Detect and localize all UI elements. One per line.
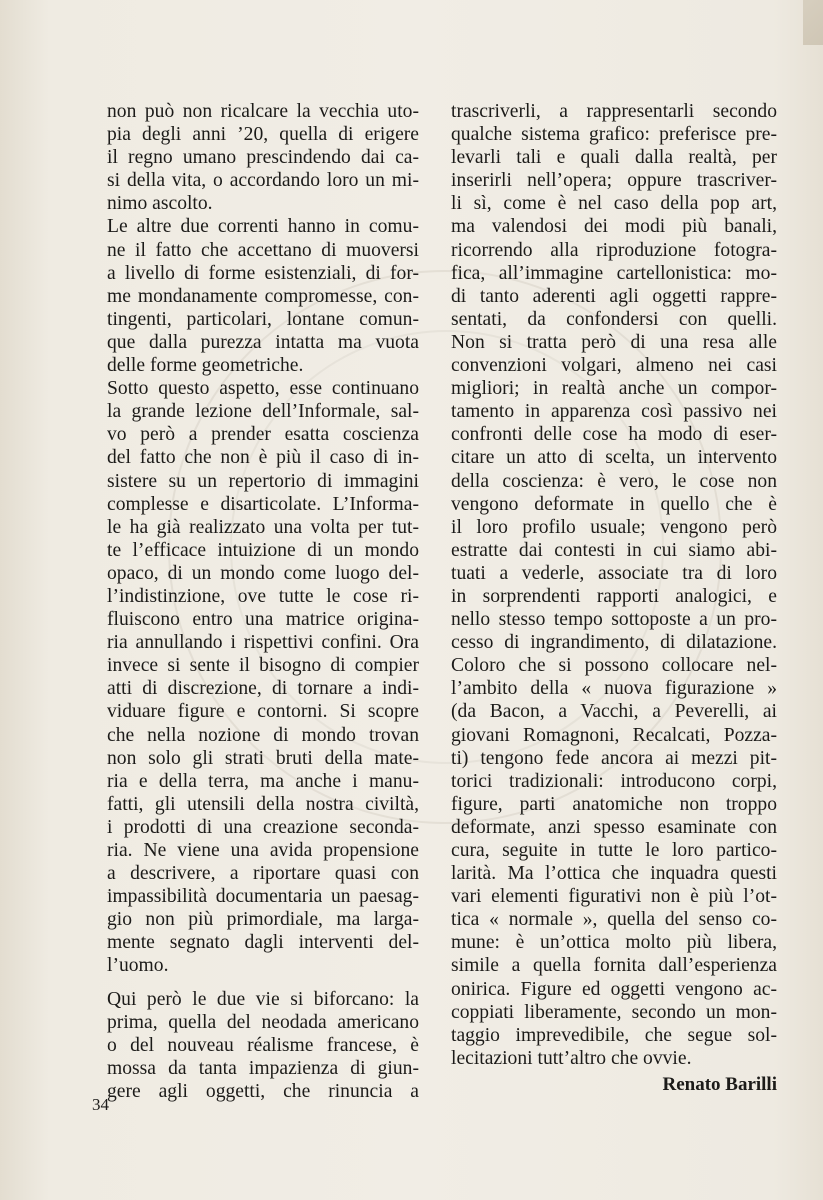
text-line: ti) tengono fede ancora ai mezzi pit- [451, 747, 777, 769]
text-line: (da Bacon, a Vacchi, a Peverelli, ai [451, 701, 777, 723]
text-line: Le altre due correnti hanno in comu- [107, 216, 419, 238]
text-line: vari elementi figurativi non è più l’ot- [451, 886, 777, 908]
text-line: prima, quella del neodada americano [107, 1011, 419, 1033]
text-line: l’uomo. [107, 955, 169, 977]
text-line: tingenti, particolari, lontane comun- [107, 308, 419, 330]
text-line: non solo gli strati bruti della mate- [107, 747, 419, 769]
author-signature: Renato Barilli [662, 1073, 777, 1095]
right-column-lines [451, 100, 777, 1070]
text-line: Qui però le due vie si biforcano: la [107, 988, 419, 1010]
text-line: cesso di ingrandimento, di dilatazione. [451, 632, 777, 654]
text-line: ne il fatto che accettano di muoversi [107, 239, 419, 261]
text-line: mossa da tanta impazienza di giun- [107, 1057, 419, 1079]
text-line: mente segnato dagli interventi del- [107, 932, 419, 954]
page-number: 34 [92, 1095, 109, 1114]
text-line: fica, all’immagine cartellonistica: mo- [451, 262, 777, 284]
text-line: ria annullando i rispettivi confini. Ora [107, 632, 419, 654]
text-line: gio non più primordiale, ma larga- [107, 909, 419, 931]
text-line: simile a quella fornita dall’esperienza [451, 955, 777, 977]
text-line: li sì, come è nel caso della pop art, [451, 193, 777, 215]
text-line: mune: è un’ottica molto più libera, [451, 932, 777, 954]
text-line: il regno umano prescindendo dai ca- [107, 147, 419, 169]
text-line: a livello di forme esistenziali, di for- [107, 262, 419, 284]
text-line: tica « normale », quella del senso co- [451, 909, 777, 931]
text-line: di tanto aderenti agli oggetti rappre- [451, 285, 777, 307]
text-line: opaco, di un mondo come luogo del- [107, 562, 419, 584]
text-line: tuati a vederle, associate tra di loro [451, 562, 777, 584]
text-line: sentati, da confondersi con quelli. [451, 308, 777, 330]
text-line: complesse e disarticolate. L’Informa- [107, 493, 419, 515]
text-line: invece si sente il bisogno di compier [107, 655, 419, 677]
text-line: si della vita, o accordando loro un mi- [107, 170, 419, 192]
text-line: inserirli nell’opera; oppure trascriver- [451, 170, 777, 192]
text-line: vengono deformate in quello che è [451, 493, 777, 515]
text-line: lecitazioni tutt’altro che ovvie. [451, 1047, 692, 1069]
text-line: citare un atto di scelta, un intervento [451, 447, 777, 469]
text-line: ma valendosi dei modi più banali, [451, 216, 777, 238]
text-line: le ha già realizzato una volta per tut- [107, 516, 419, 538]
text-line: sistere su un repertorio di immagini [107, 470, 419, 492]
text-line: te l’efficace intuizione di un mondo [107, 539, 419, 561]
text-line: in sorprendenti rapporti analogici, e [451, 585, 777, 607]
text-line: non può non ricalcare la vecchia uto- [107, 101, 419, 122]
right-text-column [451, 100, 777, 1096]
text-line: torici tradizionali: introducono corpi, [451, 770, 777, 792]
text-line: la grande lezione dell’Informale, sal- [107, 401, 419, 423]
text-line: larità. Ma l’ottica che inquadra questi [451, 863, 777, 885]
text-line: me mondanamente compromesse, con- [107, 285, 419, 307]
text-line: ria. Ne viene una avida propensione [107, 840, 419, 861]
text-line: migliori; in realtà anche un compor- [451, 378, 777, 400]
text-line: cura, seguite in tutte le loro partico- [451, 840, 777, 861]
text-line: l’ambito della « nuova figurazione » [451, 678, 777, 700]
text-line: atti di discrezione, di tornare a indi- [107, 678, 419, 700]
text-line: pia degli anni ’20, quella di erigere [107, 124, 419, 146]
text-line: qualche sistema grafico: preferisce pre- [451, 124, 777, 146]
text-line: coppiati liberamente, secondo un mon- [451, 1001, 777, 1023]
text-line: levarli tali e quali dalla realtà, per [451, 147, 777, 169]
text-line: ria e della terra, ma anche i manu- [107, 770, 419, 792]
text-line: deformate, anzi spesso esaminate con [451, 816, 777, 838]
text-line: taggio imprevedibile, che segue sol- [451, 1024, 777, 1046]
text-line: que dalla purezza intatta ma vuota [107, 331, 419, 353]
text-line: il loro profilo usuale; vengono però [451, 516, 777, 538]
text-line: Sotto questo aspetto, esse continuano [107, 378, 419, 400]
text-line: tamento in apparenza così passivo nei [451, 401, 777, 423]
text-line: a descrivere, a riportare quasi con [107, 863, 419, 885]
text-line: ricorrendo alla riproduzione fotogra- [451, 239, 777, 261]
text-line: convenzioni volgari, almeno nei casi [451, 355, 777, 377]
text-line: impassibilità documentaria un paesag- [107, 886, 419, 908]
text-line: delle forme geometriche. [107, 355, 304, 377]
text-line: fatti, gli utensili della nostra civiltà, [107, 793, 419, 815]
text-line: fluiscono entro una matrice origina- [107, 609, 419, 631]
text-line: l’indistinzione, ove tutte le cose ri- [107, 585, 419, 607]
text-line: estratte dai contesti in cui siamo abi- [451, 539, 777, 561]
text-line: o del nouveau réalisme francese, è [107, 1034, 419, 1056]
paragraph-gap [107, 978, 419, 988]
text-line: della coscienza: è vero, le cose non [451, 470, 777, 492]
text-line: nello stesso tempo sottoposte a un pro- [451, 609, 777, 631]
text-line: i prodotti di una creazione seconda- [107, 816, 419, 838]
text-line: che nella nozione di mondo trovan [107, 724, 419, 746]
text-line: viduare figure e contorni. Si scopre [107, 701, 419, 723]
text-line: del fatto che non è più il caso di in- [107, 447, 419, 469]
text-line: Non si tratta però di una resa alle [451, 331, 777, 353]
left-text-column [107, 100, 419, 1103]
text-line: figure, parti anatomiche non troppo [451, 793, 777, 815]
text-line: vo però a prender esatta coscienza [107, 424, 419, 446]
page-corner-shadow [803, 0, 823, 45]
text-line: trascriverli, a rappresentarli secondo [451, 101, 777, 122]
text-line: confronti delle cose ha modo di eser- [451, 424, 777, 446]
text-line: gere agli oggetti, che rinuncia a [107, 1080, 419, 1102]
text-line: giovani Romagnoni, Recalcati, Pozza- [451, 724, 777, 746]
text-line: Coloro che si possono collocare nel- [451, 655, 777, 677]
text-line: nimo ascolto. [107, 193, 213, 215]
text-line: onirica. Figure ed oggetti vengono ac- [451, 978, 777, 1000]
